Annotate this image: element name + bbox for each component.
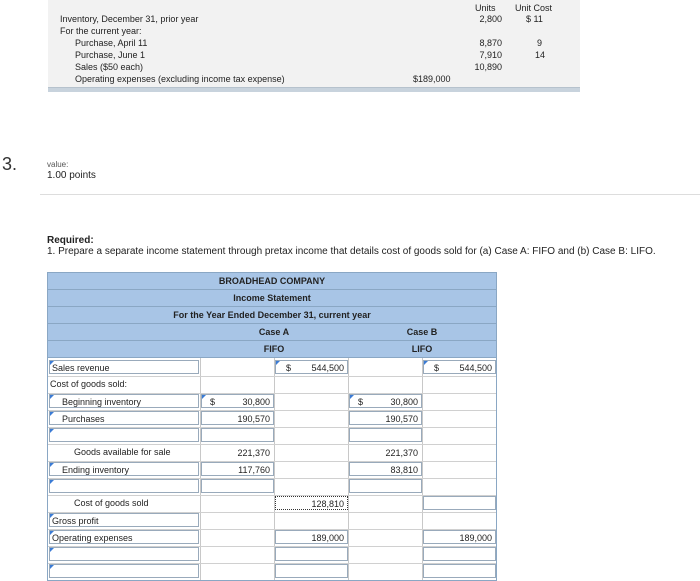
case-a-purchases-input[interactable]: 190,570 xyxy=(201,411,274,425)
given-row-units: 7,910 xyxy=(479,50,502,60)
goods-available-label: Goods available for sale xyxy=(74,447,171,457)
blank-label-input[interactable] xyxy=(49,479,199,493)
case-b-blank-input[interactable] xyxy=(423,564,496,578)
cost-of-goods-sold-label: Cost of goods sold xyxy=(74,498,149,508)
case-b-blank-input[interactable] xyxy=(349,428,422,442)
case-a-blank-input[interactable] xyxy=(201,479,274,493)
blank-label-input[interactable] xyxy=(49,547,199,561)
input-flag xyxy=(350,395,354,399)
case-a-blank-input[interactable] xyxy=(275,564,348,578)
ending-inventory-label-input[interactable]: Ending inventory xyxy=(49,462,199,476)
blank-label-input[interactable] xyxy=(49,564,199,578)
row-blank-1 xyxy=(48,427,496,445)
row-blank-4 xyxy=(48,563,496,580)
case-a-beginning-input[interactable]: $ 30,800 xyxy=(201,394,274,408)
case-a-sales-input[interactable]: $ 544,500 xyxy=(275,360,348,374)
given-row-units: 10,890 xyxy=(474,62,502,72)
given-row-amount: $189,000 xyxy=(413,74,451,84)
case-b-opex-input[interactable]: 189,000 xyxy=(423,530,496,544)
case-a-ending-input[interactable]: 117,760 xyxy=(201,462,274,476)
cogs-label: Cost of goods sold: xyxy=(50,379,128,389)
row-blank-2 xyxy=(48,478,496,496)
sales-revenue-label-input[interactable]: Sales revenue xyxy=(49,360,199,374)
fifo-header: FIFO xyxy=(263,344,285,354)
row-sales-revenue xyxy=(48,359,496,377)
input-flag xyxy=(50,463,54,467)
input-flag xyxy=(276,361,280,365)
question-number: 3. xyxy=(2,154,18,174)
input-flag xyxy=(202,395,206,399)
case-header-row xyxy=(48,324,496,341)
gross-profit-label-input[interactable]: Gross profit xyxy=(49,513,199,527)
row-ending-inventory xyxy=(48,461,496,479)
given-row-cost: 9 xyxy=(537,38,543,48)
given-row-label: Purchase, June 1 xyxy=(75,50,146,60)
case-a-opex-input[interactable]: 189,000 xyxy=(275,530,348,544)
income-statement-table xyxy=(47,272,497,581)
case-a-blank-input[interactable] xyxy=(275,547,348,561)
given-row-units: 8,870 xyxy=(479,38,502,48)
units-header: Units xyxy=(475,3,496,13)
row-goods-available xyxy=(48,444,496,462)
row-cost-of-goods-sold xyxy=(48,495,496,513)
case-b-available-value: 221,370 xyxy=(385,448,418,458)
purchases-label-input[interactable]: Purchases xyxy=(49,411,199,425)
given-row-label: Inventory, December 31, prior year xyxy=(60,14,199,24)
case-b-cogs-input[interactable] xyxy=(423,496,496,510)
case-a-available-value: 221,370 xyxy=(237,448,270,458)
blank-label-input[interactable] xyxy=(49,428,199,442)
required-text: 1. Prepare a separate income statement through pretax income that details cost of goods sold for (a) Case A: FIFO and (b) Case B: LIFO. xyxy=(47,246,656,257)
case-b-blank-input[interactable] xyxy=(349,479,422,493)
row-cogs-header xyxy=(48,376,496,394)
statement-period: For the Year Ended December 31, current year xyxy=(48,307,496,324)
company-name: BROADHEAD COMPANY xyxy=(48,273,496,290)
unit-cost-header: Unit Cost xyxy=(515,3,553,13)
input-flag xyxy=(50,548,54,552)
row-blank-3 xyxy=(48,546,496,564)
input-flag xyxy=(50,429,54,433)
row-purchases xyxy=(48,410,496,428)
input-flag xyxy=(50,565,54,569)
row-gross-profit xyxy=(48,512,496,530)
given-row-cost: 14 xyxy=(535,50,546,60)
row-operating-expenses xyxy=(48,529,496,547)
case-b-header: Case B xyxy=(406,327,438,337)
given-row-label: Purchase, April 11 xyxy=(75,38,148,48)
case-b-purchases-input[interactable]: 190,570 xyxy=(349,411,422,425)
statement-title: Income Statement xyxy=(48,290,496,307)
input-flag xyxy=(50,412,54,416)
points-value: 1.00 points xyxy=(47,170,96,181)
case-b-sales-input[interactable]: $ 544,500 xyxy=(423,360,496,374)
case-a-header: Case A xyxy=(258,327,290,337)
input-flag xyxy=(50,395,54,399)
operating-expenses-label-input[interactable]: Operating expenses xyxy=(49,530,199,544)
lifo-header: LIFO xyxy=(411,344,433,354)
required-title: Required: xyxy=(47,235,94,246)
case-a-cogs-input[interactable]: 128,810 xyxy=(275,496,348,510)
input-flag xyxy=(424,361,428,365)
value-label: value: xyxy=(47,160,69,169)
case-b-blank-input[interactable] xyxy=(423,547,496,561)
given-row-units: 2,800 xyxy=(479,14,502,24)
case-b-ending-input[interactable]: 83,810 xyxy=(349,462,422,476)
case-b-beginning-input[interactable]: $ 30,800 xyxy=(349,394,422,408)
method-header-row xyxy=(48,341,496,358)
panel-divider xyxy=(48,87,580,92)
input-flag xyxy=(50,480,54,484)
given-row-cost: $ 11 xyxy=(526,14,543,24)
given-row-label: For the current year: xyxy=(60,26,142,36)
beginning-inventory-label-input[interactable]: Beginning inventory xyxy=(49,394,199,408)
row-beginning-inventory xyxy=(48,393,496,411)
case-a-blank-input[interactable] xyxy=(201,428,274,442)
given-data-panel xyxy=(48,0,580,92)
given-row-label: Operating expenses (excluding income tax expense) xyxy=(75,74,285,84)
question-divider xyxy=(40,194,700,195)
given-row-label: Sales ($50 each) xyxy=(75,62,144,72)
